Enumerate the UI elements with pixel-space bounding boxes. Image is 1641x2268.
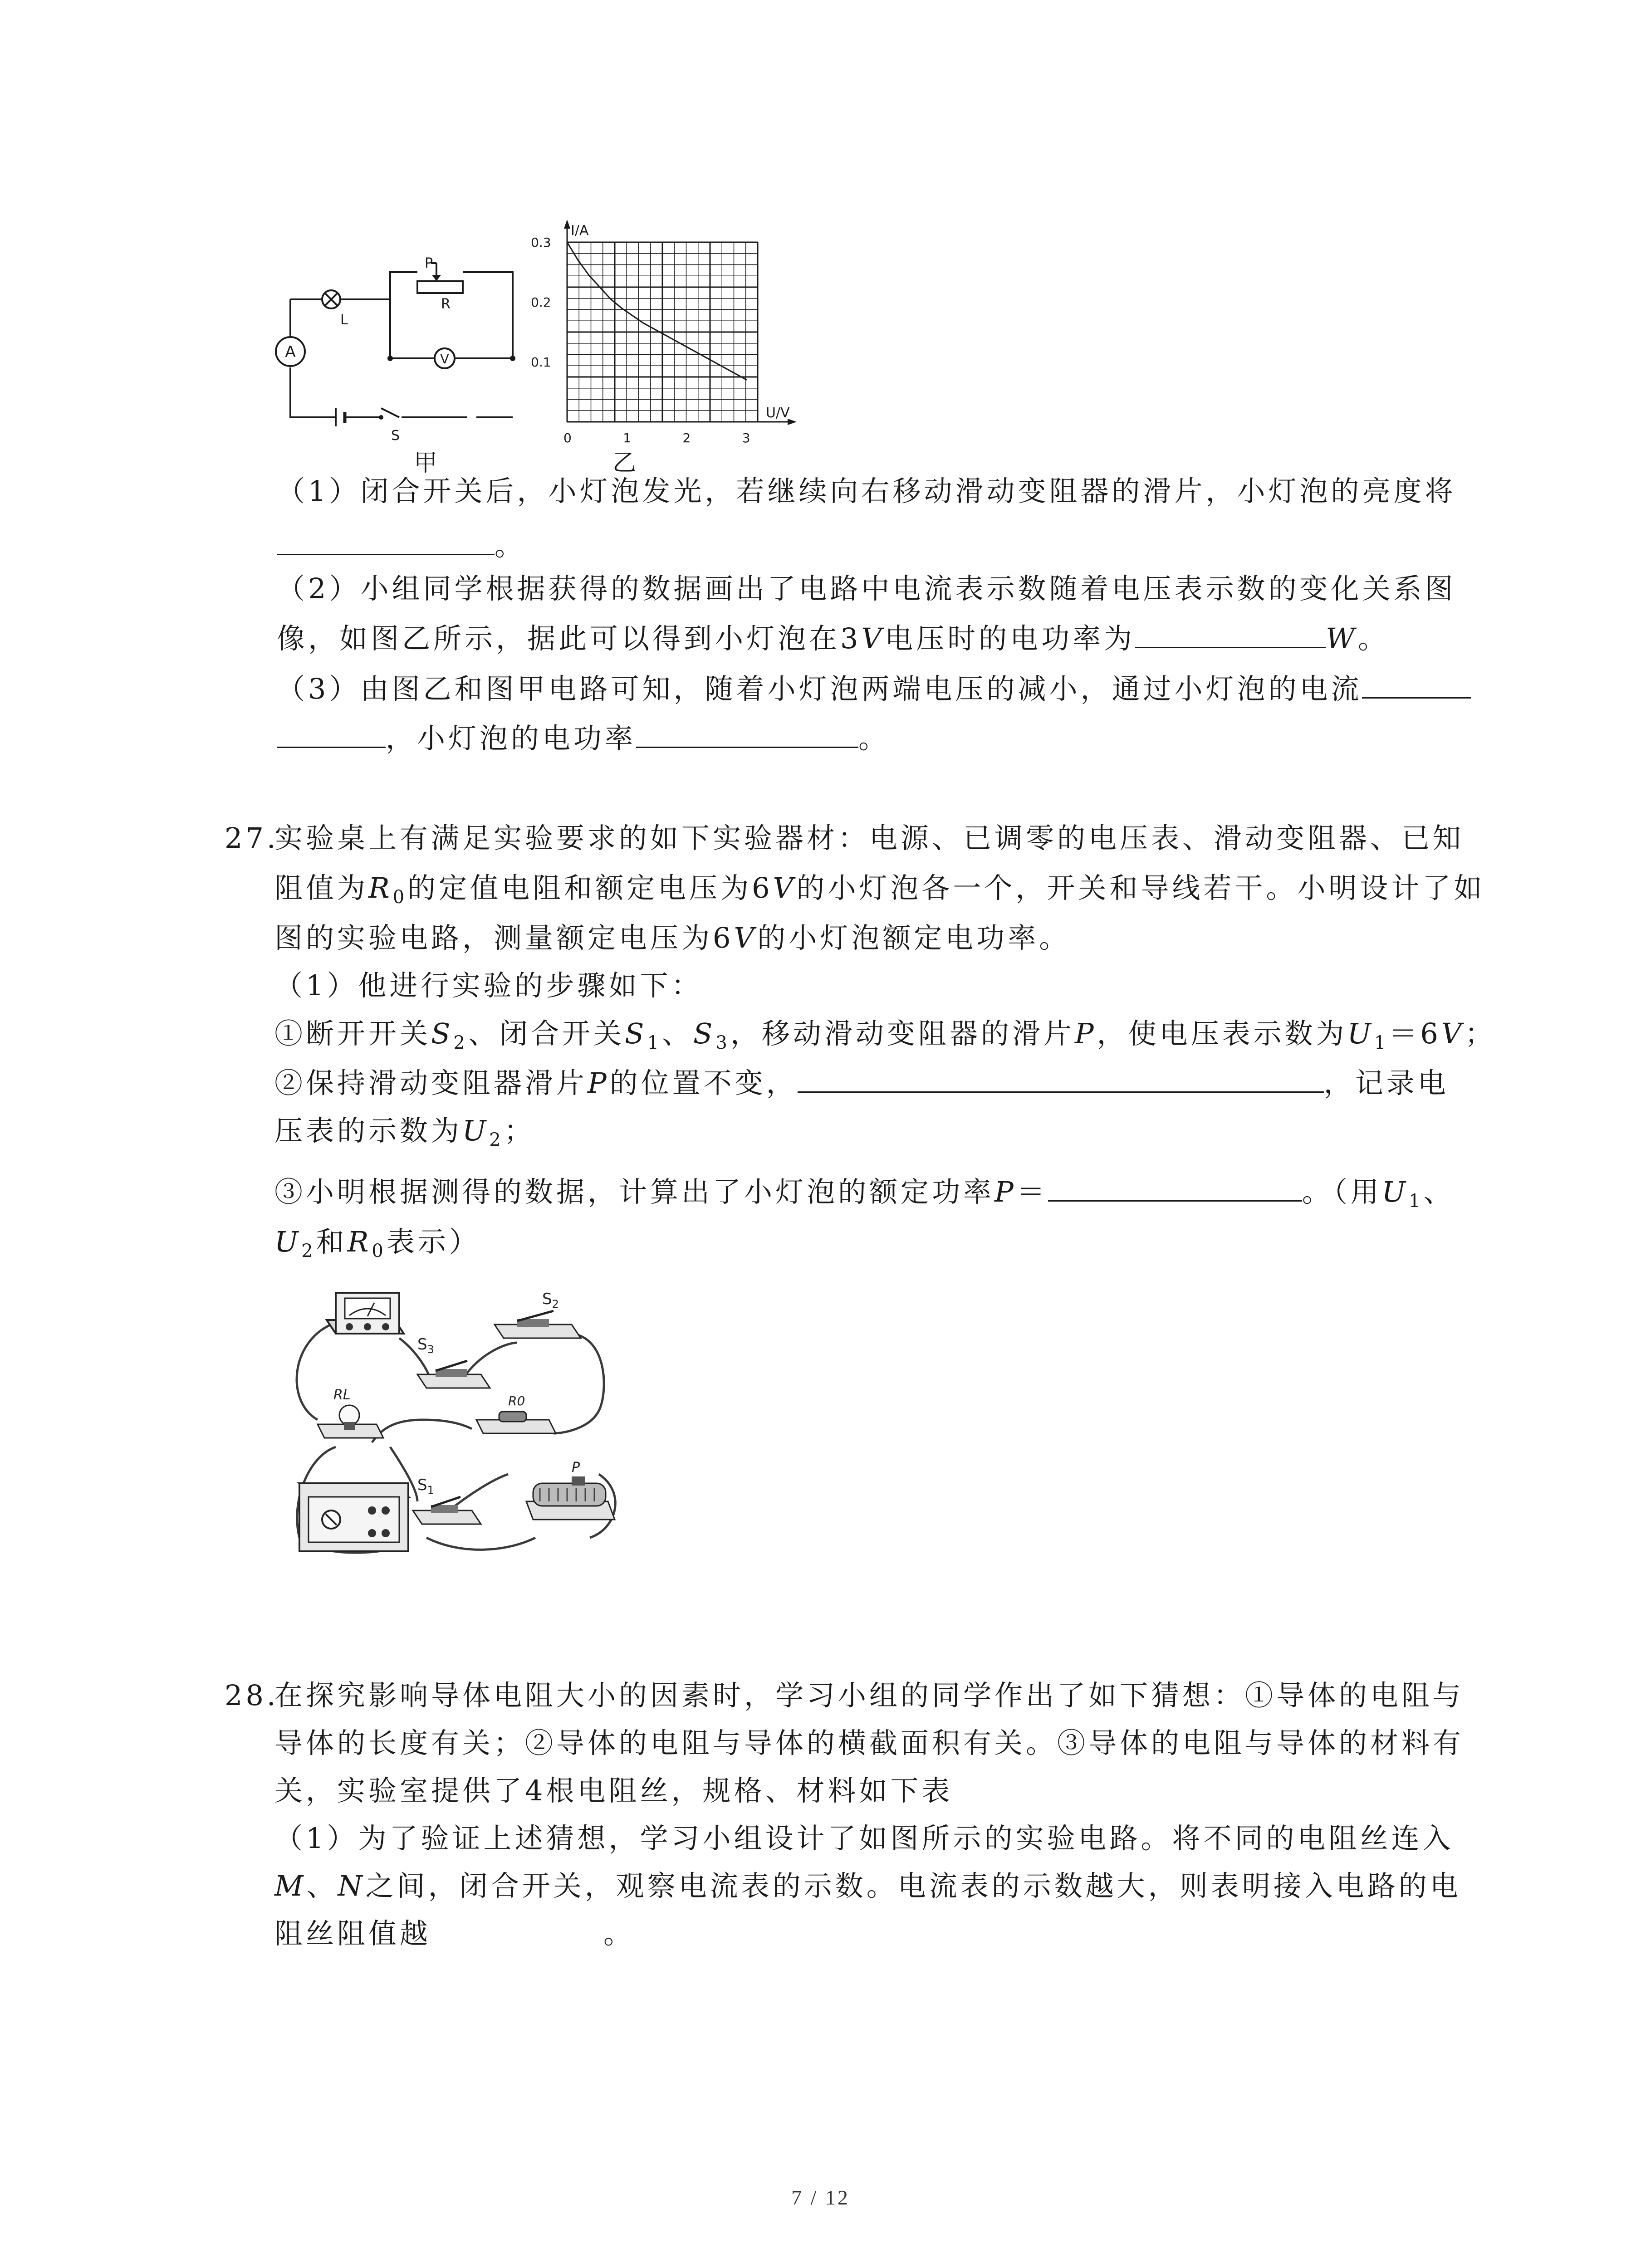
s3-sub: 3: [427, 1343, 434, 1356]
rheostat-label: R: [441, 296, 451, 312]
y-tick-label: 0.1: [531, 355, 551, 370]
answer-blank-q27-2[interactable]: [798, 1064, 1324, 1093]
x-tick-label: 0: [563, 430, 572, 445]
q28-line5: M、N之间，闭合开关，观察电流表的示数。电流表的示数越大，则表明接入电路的电: [274, 1869, 1461, 1902]
q26-part3-cont: ，小灯泡的电功率 。: [277, 719, 890, 758]
q27-step2-cont: 压表的示数为$U_2$；: [274, 1114, 535, 1150]
voltmeter-label: V: [440, 352, 449, 367]
s2-sub: 2: [552, 1298, 559, 1310]
q27-step2: ②保持滑动变阻器滑片P的位置不变， ，记录电: [274, 1064, 1449, 1103]
answer-blank-q26-3a-cont[interactable]: [277, 719, 386, 748]
s3-label: S: [417, 1335, 427, 1354]
svg-text:S1: [417, 1476, 434, 1496]
i-u-graph-yi: [526, 218, 808, 445]
circuit-diagram-jia: [272, 254, 526, 445]
q28-line3: 关，实验室提供了4根电阻丝，规格、材料如下表: [274, 1774, 953, 1807]
q26-part3: （3）由图乙和图甲电路可知，随着小灯泡两端电压的减小，通过小灯泡的电流: [277, 670, 1471, 709]
s1-label: S: [417, 1476, 427, 1494]
question-number-27: 27.: [225, 821, 279, 855]
svg-text:S2: [542, 1290, 559, 1310]
y-axis-label: I/A: [571, 223, 589, 239]
power-supply: [299, 1483, 408, 1551]
q26-part1: （1）闭合开关后，小灯泡发光，若继续向右移动滑动变阻器的滑片，小灯泡的亮度将: [277, 474, 1456, 508]
switch-s2: [495, 1290, 581, 1338]
s1-sub: 1: [427, 1484, 434, 1496]
q26-part2-cont: 像，如图乙所示，据此可以得到小灯泡在3V电压时的电功率为 W。: [277, 619, 1389, 658]
x-tick-label: 1: [623, 430, 632, 445]
figure-caption-yi: 乙: [612, 450, 640, 477]
p-label: P: [572, 1460, 580, 1476]
x-axis-label: U/V: [766, 405, 790, 421]
switch-s1: [413, 1476, 481, 1524]
s2-label: S: [542, 1290, 552, 1308]
y-tick-label: 0.3: [531, 235, 551, 250]
figure-caption-jia: 甲: [414, 450, 441, 477]
resistor-r0: [476, 1393, 556, 1433]
answer-blank-q26-3b[interactable]: [636, 719, 858, 748]
q28-line1: 28.在探究影响导体电阻大小的因素时，学习小组的同学作出了如下猜想：①导体的电阻与: [225, 1676, 1464, 1715]
answer-blank-q26-3a[interactable]: [1362, 670, 1471, 699]
answer-blank-q26-2[interactable]: [1135, 620, 1326, 648]
q28-line2: 导体的长度有关；②导体的电阻与导体的横截面积有关。③导体的电阻与导体的材料有: [274, 1726, 1465, 1760]
q27-step1: ①断开开关$S_2$、闭合开关$S_1$、$S_3$，移动滑动变阻器的滑片P，使电压表示数为$U_1=6V$；: [274, 1017, 1496, 1053]
ammeter-symbol: [276, 337, 305, 366]
experiment-photo-27: [281, 1284, 644, 1565]
r0-label: R0: [508, 1393, 525, 1408]
x-tick-label: 3: [742, 430, 750, 445]
y-tick-label: 0.2: [531, 295, 551, 310]
lamp-rl: [318, 1387, 383, 1438]
question-number-28: 28.: [225, 1679, 279, 1712]
answer-blank-q26-1[interactable]: [277, 527, 495, 555]
q28-line4: （1）为了验证上述猜想，学习小组设计了如图所示的实验电路。将不同的电阻丝连入: [274, 1822, 1454, 1855]
rheostat-device: [526, 1460, 615, 1520]
q26-part2: （2）小组同学根据获得的数据画出了电路中电流表示数随着电压表示数的变化关系图: [277, 572, 1456, 605]
q27-step3: ③小明根据测得的数据，计算出了小灯泡的额定功率P＝ 。（用$U_1$、: [274, 1173, 1455, 1212]
q27-line1: 27.实验桌上有满足实验要求的如下实验器材：电源、已调零的电压表、滑动变阻器、已知: [225, 819, 1464, 858]
q28-line6: 阻丝阻值越 。: [274, 1917, 635, 1950]
ammeter-label: A: [285, 343, 296, 361]
voltmeter-symbol: [435, 348, 455, 368]
q27-step-intro: （1）他进行实验的步骤如下：: [274, 969, 703, 1002]
page-number: 7 / 12: [791, 2186, 850, 2209]
lamp-label: L: [340, 312, 348, 328]
lamp-symbol: [322, 290, 340, 308]
switch-label: S: [391, 428, 400, 444]
slider-label: P: [425, 255, 433, 271]
answer-blank-q27-3[interactable]: [1048, 1173, 1302, 1202]
q27-line2: 阻值为$R_0$的定值电阻和额定电压为6V的小灯泡各一个，开关和导线若干。小明设计了如: [274, 871, 1485, 908]
rl-label: RL: [333, 1387, 351, 1403]
q26-part1-cont: 。: [277, 526, 526, 565]
q27-step3-cont: $U_2$和$R_0$表示）: [274, 1225, 480, 1261]
i-u-curve: [567, 242, 747, 380]
x-tick-label: 2: [682, 430, 691, 445]
svg-text:S3: [417, 1335, 434, 1356]
voltmeter-device: [327, 1293, 404, 1334]
q27-line3: 图的实验电路，测量额定电压为6V的小灯泡额定电功率。: [274, 921, 1071, 954]
battery-symbol: [336, 408, 345, 426]
